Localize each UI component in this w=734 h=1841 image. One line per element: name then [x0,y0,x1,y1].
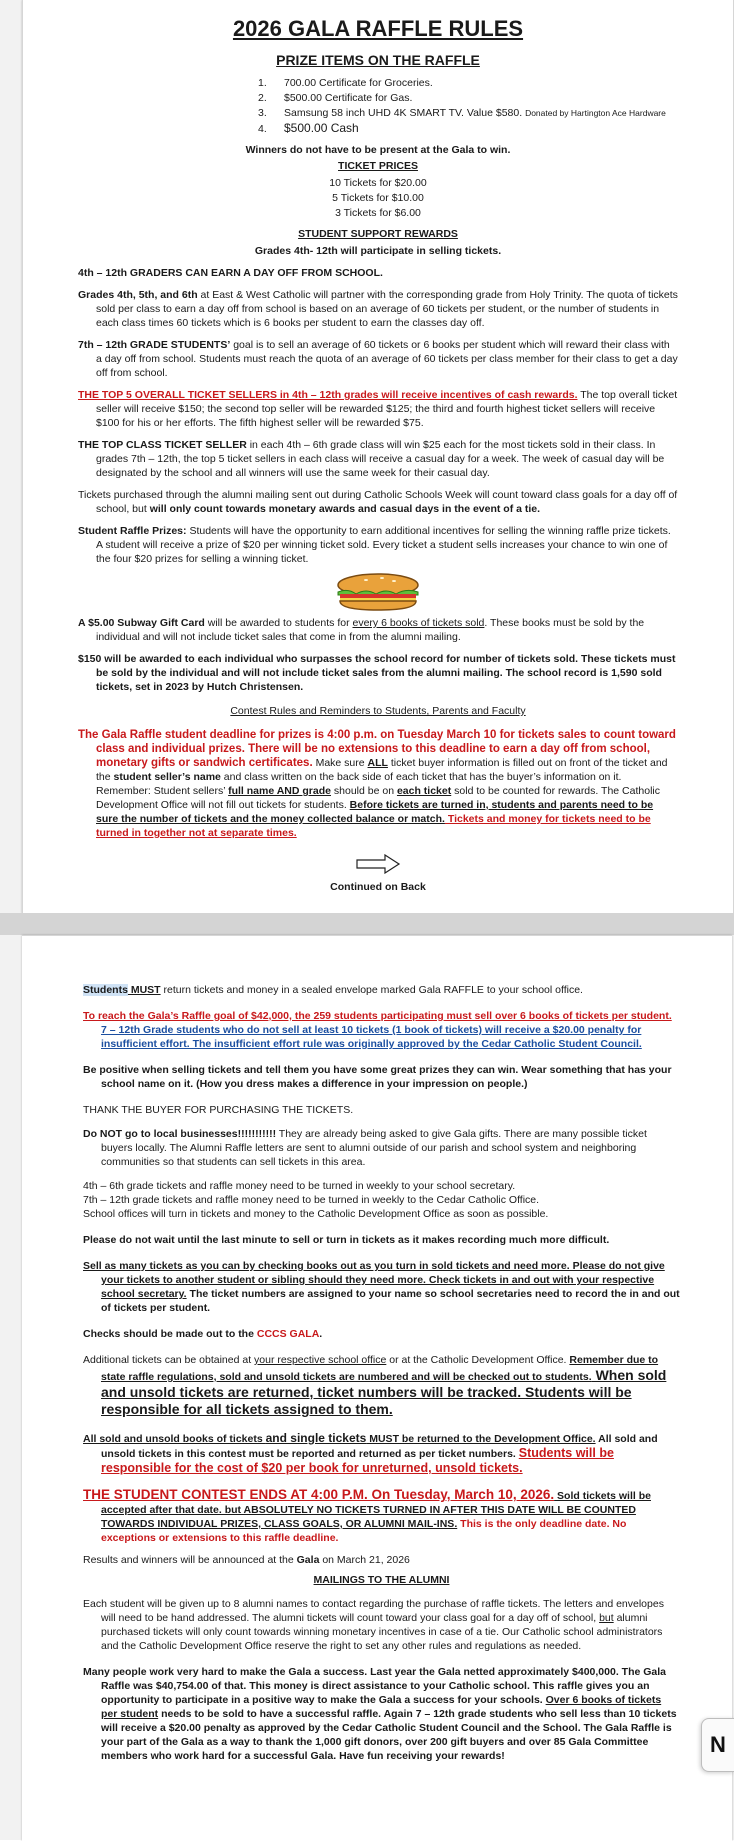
prize-item: 3. Samsung 58 inch UHD 4K SMART TV. Value $580. Donated by Hartington Ace Hardware [258,107,666,119]
day-off-line: 4th – 12th GRADERS CAN EARN A DAY OFF FROM SCHOOL. [78,267,383,279]
document-title: 2026 GALA RAFFLE RULES [232,16,524,41]
prize-heading: PRIZE ITEMS ON THE RAFFLE [276,52,480,68]
grades-712-paragraph: 7th – 12th GRADE STUDENTS’ goal is to sell an average of 60 tickets or 6 books per student which will reward their class with a day off from school. Students must reach the quota of an average of 60 tickets per class member for their class to get a day off from school. [78,339,678,379]
ticket-price: 5 Tickets for $10.00 [332,192,424,204]
winners-note: Winners do not have to be present at the Gala to win. [245,144,511,156]
mailings-heading: MAILINGS TO THE ALUMNI [313,1574,450,1586]
document-page-2 [22,935,732,1841]
record-paragraph: $150 will be awarded to each individual who surpasses the school record for number of tickets sold. These tickets must be sold by the individual and will not include ticket sales from the alumni mailing. The school record is 1,590 sold tickets, set in 2023 by Hutch Christensen. [78,653,676,693]
top5-paragraph: THE TOP 5 OVERALL TICKET SELLERS in 4th – 12th grades will receive incentives of cash rewards. The top overall ticket seller will receive $150; the second top seller will be rewarded $125; the third and fourth highest ticket sellers will receive $100 for his or her efforts. The fifth highest seller will be rewarded $75. [78,389,678,429]
ticket-prices [78,176,678,221]
ticket-price: 10 Tickets for $20.00 [329,177,427,189]
goal-paragraph: To reach the Gala’s Raffle goal of $42,000, the 259 students participating must sell over 6 books of tickets per student. 7 – 12th Grade students who do not sell at least 10 tickets (1 book of tickets) will receive a $20.00 penalty for insufficient effort. The insufficient effort rule was originally approved by the Cedar Catholic Student Council. [83,1010,672,1050]
raffle-prizes-paragraph: Student Raffle Prizes: Students will have the opportunity to earn additional incentives for selling the winning raffle prize tickets. A student will receive a prize of $20 per winning ticket sold. Every ticket a student sells increases your chance to win one of the four $20 prizes for selling a winning ticket. [78,525,671,565]
weekly-line: School offices will turn in tickets and money to the Catholic Development Office as soon as possible. [83,1208,549,1220]
thank-line: THANK THE BUYER FOR PURCHASING THE TICKETS. [83,1104,354,1116]
prize-item: 1. 700.00 Certificate for Groceries. [258,77,433,89]
side-panel-button[interactable]: N [701,1718,734,1772]
closing-paragraph: Many people work very hard to make the Gala a success. Last year the Gala netted approximately $400,000. The Gala Raffle was $40,754.00 of that. This money is direct assistance to your Catholic school. This raffle gives you an opportunity to participate in a positive way to make the Gala a success for your schools. Over 6 books of tickets per student needs to be sold to have a successful raffle. Again 7 – 12th grade students who sell less than 10 tickets will receive a $20.00 penalty as approved by the Cedar Catholic Student Council and the School. The Gala Raffle is your part of the Gala as a way to thank the 1,000 gift donors, over 200 gift buyers and over 85 Gala Committee members who work hard for a successful Gala. Have fun receiving your rewards! [83,1666,677,1762]
additional-tickets-paragraph: Additional tickets can be obtained at your respective school office or at the Catholic Development Office. Remember due to state raffle regulations, sold and unsold tickets are numbered and will be checked out to students. When sold and unsold tickets are returned, ticket numbers will be tracked. Students will be responsible for all tickets assigned to them. [83,1354,667,1417]
sell-paragraph: Sell as many tickets as you can by checking books out as you turn in sold tickets and need more. Please do not give your tickets to another student or sibling should they need more. Check tickets in and out with your respective school secretary. The ticket numbers are assigned to your name so school secretaries need to record the in and out of tickets per student. [83,1260,680,1314]
checks-line: Checks should be made out to the CCCS GALA. [83,1328,323,1340]
grades-456-paragraph: Grades 4th, 5th, and 6th at East & West Catholic will partner with the corresponding grade from Holy Trinity. The quota of tickets sold per class to earn a day off from school is based on an average of 60 tickets per student, or the number of students in each class times 60 tickets which is 6 books per student to earn the classes day off. [78,289,678,329]
top-class-paragraph: THE TOP CLASS TICKET SELLER in each 4th – 6th grade class will win $25 each for the most tickets sold in their class. In grades 7th – 12th, the top 5 ticket sellers in each class will receive a casual day for a week. The week of casual day will be designated by the school and all winners will use the same week for their casual day. [78,439,665,479]
ticket-price: 3 Tickets for $6.00 [335,207,421,219]
weekly-line: 4th – 6th grade tickets and raffle money need to be turned in weekly to your school secretary. [83,1180,516,1192]
deadline-paragraph: The Gala Raffle student deadline for prizes is 4:00 p.m. on Tuesday March 10 for tickets sales to count toward class and individual prizes. There will be no extensions to this deadline to earn a day off from school, monetary gifts or sandwich certificates. Make sure ALL ticket buyer information is filled out on front of the ticket and the student seller’s name and class written on the back side of each ticket that has the buyer’s information on it. Remember: Student sellers’ full name AND grade should be on each ticket sold to be counted for rewards. The Catholic Development Office will not fill out tickets for students. Before tickets are turned in, students and parents need to be sure the number of tickets and the money collected balance or match. Tickets and money for tickets need to be turned in together not at separate times. [78,729,676,839]
return-paragraph: Students MUST return tickets and money in a sealed envelope marked Gala RAFFLE to your school office. [83,984,583,996]
alumni-mailing-paragraph: Each student will be given up to 8 alumni names to contact regarding the purchase of raffle tickets. The letters and envelopes will need to be hand addressed. The alumni tickets will count toward your class goal for a day off of school, but alumni purchased tickets will only count towards winning monetary incentives in case of a tie. Our Catholic school administrators and the Catholic Development Office reserve the right to set any other rules and regulations as needed. [83,1598,664,1652]
positive-paragraph: Be positive when selling tickets and tell them you have some great prizes they can win. Wear something that has your school name on it. (How you dress makes a difference in your impression on people.) [83,1064,672,1090]
prize-list [258,76,734,137]
weekly-turn-in [83,1179,680,1221]
books-return-paragraph: All sold and unsold books of tickets and single tickets MUST be returned to the Development Office. All sold and unsold tickets in this contest must be reported and returned as per ticket numbers. Students will be responsible for the cost of $20 per book for unreturned, unsold tickets. [83,1431,658,1475]
continued-on-back: Continued on Back [330,881,426,893]
weekly-line: 7th – 12th grade tickets and raffle money need to be turned in weekly to the Cedar Catholic Office. [83,1194,540,1206]
results-line: Results and winners will be announced at the Gala on March 21, 2026 [83,1554,410,1566]
subway-paragraph: A $5.00 Subway Gift Card will be awarded to students for every 6 books of tickets sold. These books must be sold by the individual and will not include ticket sales that come in from the alumni mailing. [78,617,645,643]
sandwich-icon [332,572,424,612]
prize-item: 4. $500.00 Cash [258,121,359,135]
grades-line: Grades 4th- 12th will participate in selling tickets. [254,245,502,257]
local-business-paragraph: Do NOT go to local businesses!!!!!!!!!!! They are already being asked to give Gala gifts. There are many possible ticket buyers locally. The Alumni Raffle letters are sent to alumni outside of our parish and school system and neighboring communities so that students can sell tickets in this area. [83,1128,647,1168]
prize-item: 2. $500.00 Certificate for Gas. [258,92,413,104]
contest-end-paragraph: THE STUDENT CONTEST ENDS AT 4:00 P.M. On Tuesday, March 10, 2026. Sold tickets will be accepted after that date. but ABSOLUTELY NO TICKETS TURNED IN AFTER THIS DATE WILL BE COUNTED TOWARDS INDIVIDUAL PRIZES, CLASS GOALS, OR ALUMNI MAIL-INS. This is the only deadline date. No exceptions or extensions to this raffle deadline. [83,1487,651,1544]
rewards-heading: STUDENT SUPPORT REWARDS [298,228,458,240]
ticket-heading: TICKET PRICES [338,160,418,172]
page-separator [0,913,734,935]
right-arrow-icon [355,854,401,874]
page-2-content [83,983,680,1763]
page-1-content [78,16,678,894]
last-minute-line: Please do not wait until the last minute to sell or turn in tickets as it makes recording much more difficult. [83,1234,610,1246]
document-page-1 [22,0,734,914]
contest-heading: Contest Rules and Reminders to Students, Parents and Faculty [230,705,526,717]
alumni-tickets-paragraph: Tickets purchased through the alumni mailing sent out during Catholic Schools Week will count toward class goals for a day off of school, but will only count towards monetary awards and casual days in the event of a tie. [78,489,678,515]
